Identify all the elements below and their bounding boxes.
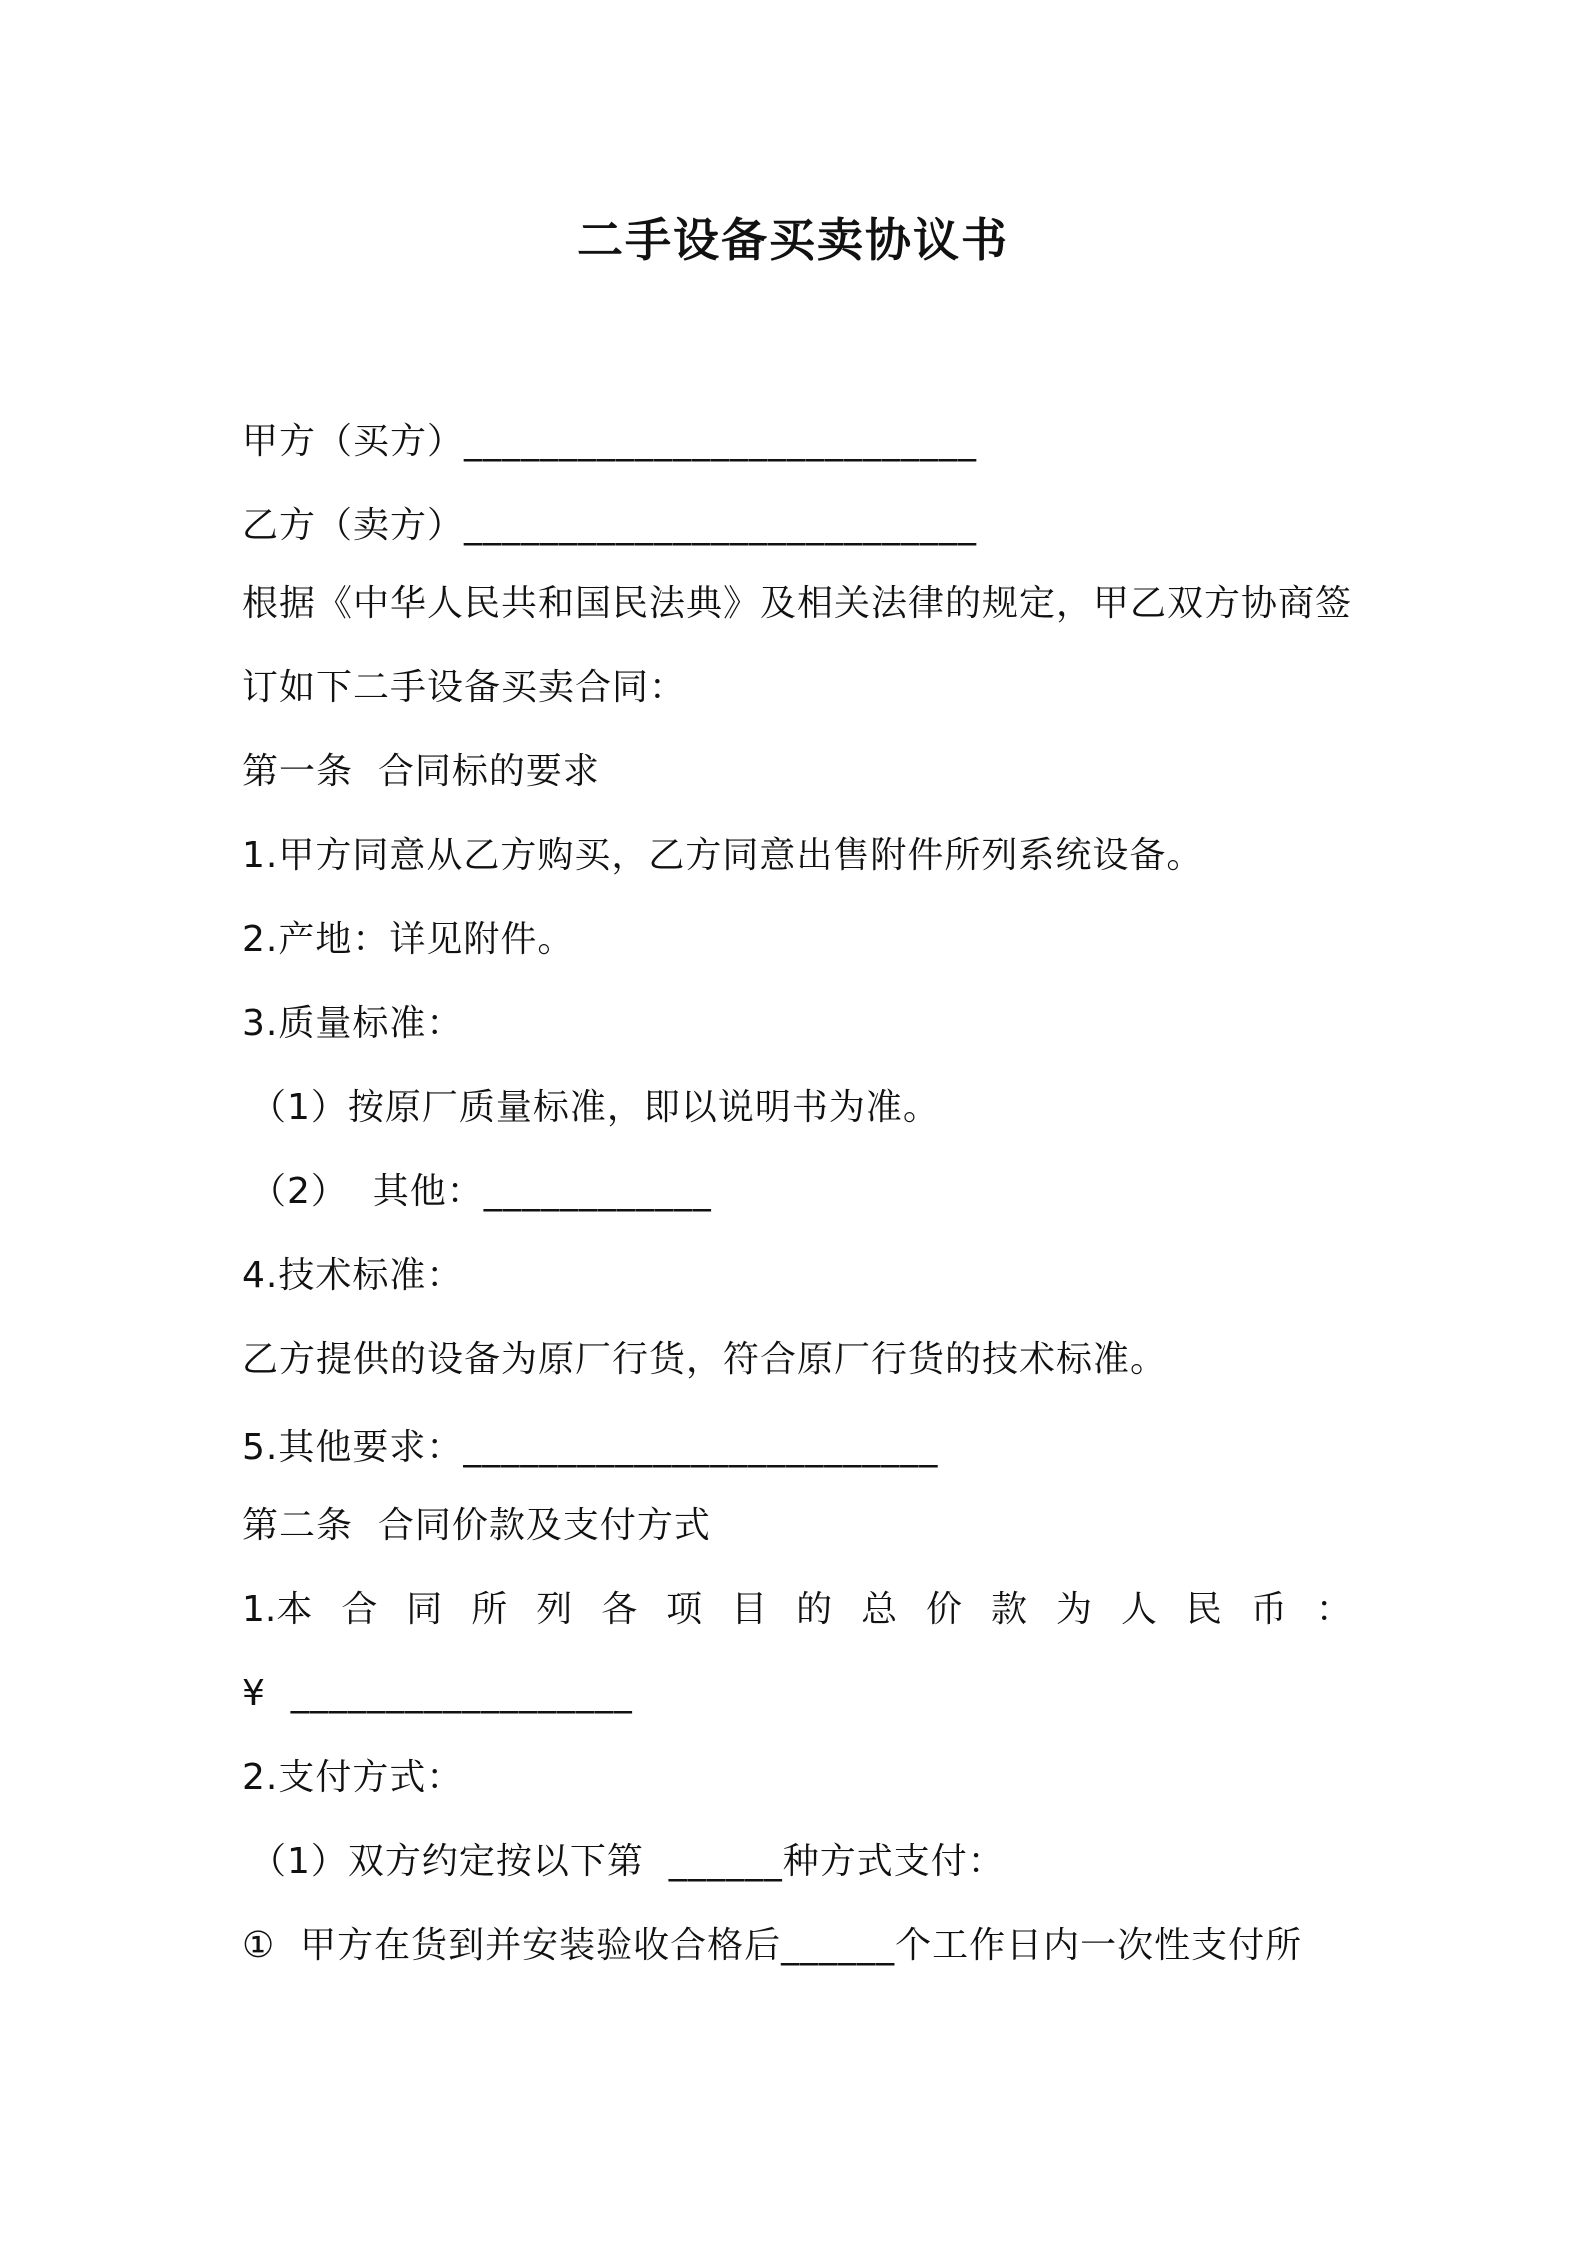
article-2-item-1 <box>242 1586 1352 1634</box>
document-title: 二手设备买卖协议书 <box>577 213 1009 267</box>
article-1-item-2: 2.产地：详见附件。 <box>242 919 575 960</box>
article-1-item-3: 3.质量标准： <box>242 1003 464 1044</box>
article-2-item-1-char: 民 <box>1185 1589 1222 1630</box>
article-2-item-1-char: 目 <box>731 1589 768 1630</box>
party-b-line: 乙方（卖方）___________________________ <box>242 505 978 546</box>
article-2-item-1-char: 同 <box>406 1589 443 1630</box>
article-2-item-1-char: 人 <box>1120 1589 1157 1630</box>
article-2-item-2-1: （1）双方约定按以下第 ______种方式支付： <box>250 1841 1005 1882</box>
article-2-item-2: 2.支付方式： <box>242 1757 464 1798</box>
article-1-item-4-text: 乙方提供的设备为原厂行货，符合原厂行货的技术标准。 <box>242 1339 1168 1380</box>
article-2-item-1-char: 所 <box>471 1589 508 1630</box>
article-1-heading: 第一条 合同标的要求 <box>242 751 600 792</box>
intro-line-2: 订如下二手设备买卖合同： <box>242 667 687 708</box>
party-a-line: 甲方（买方）___________________________ <box>242 421 978 462</box>
article-2-item-1-char: 合 <box>341 1589 378 1630</box>
article-2-item-1-char: 为 <box>1055 1589 1092 1630</box>
article-1-item-4: 4.技术标准： <box>242 1255 464 1296</box>
article-2-item-1-char: ： <box>1315 1589 1352 1630</box>
article-1-item-1: 1.甲方同意从乙方购买，乙方同意出售附件所列系统设备。 <box>242 835 1204 876</box>
article-2-item-1-char: 的 <box>796 1589 833 1630</box>
article-1-item-5: 5.其他要求：_________________________ <box>242 1427 939 1468</box>
article-2-item-1-char: 项 <box>666 1589 703 1630</box>
article-2-item-2-option-1: ① 甲方在货到并安装验收合格后______个工作日内一次性支付所 <box>242 1925 1303 1966</box>
article-2-item-1-char: 各 <box>601 1589 638 1630</box>
article-2-item-1-char: 币 <box>1250 1589 1287 1630</box>
article-2-item-1-amount: ¥ __________________ <box>242 1673 633 1714</box>
article-2-item-1-char: 1.本 <box>242 1589 313 1630</box>
article-2-heading: 第二条 合同价款及支付方式 <box>242 1505 711 1546</box>
article-1-item-3-2: （2） 其他：____________ <box>250 1171 712 1212</box>
article-2-item-1-char: 价 <box>926 1589 963 1630</box>
article-2-item-1-char: 列 <box>536 1589 573 1630</box>
article-2-item-1-char: 总 <box>861 1589 898 1630</box>
article-2-item-1-char: 款 <box>991 1589 1028 1630</box>
article-1-item-3-1: （1）按原厂质量标准，即以说明书为准。 <box>250 1087 940 1128</box>
intro-line-1: 根据《中华人民共和国民法典》及相关法律的规定，甲乙双方协商签 <box>242 583 1353 624</box>
